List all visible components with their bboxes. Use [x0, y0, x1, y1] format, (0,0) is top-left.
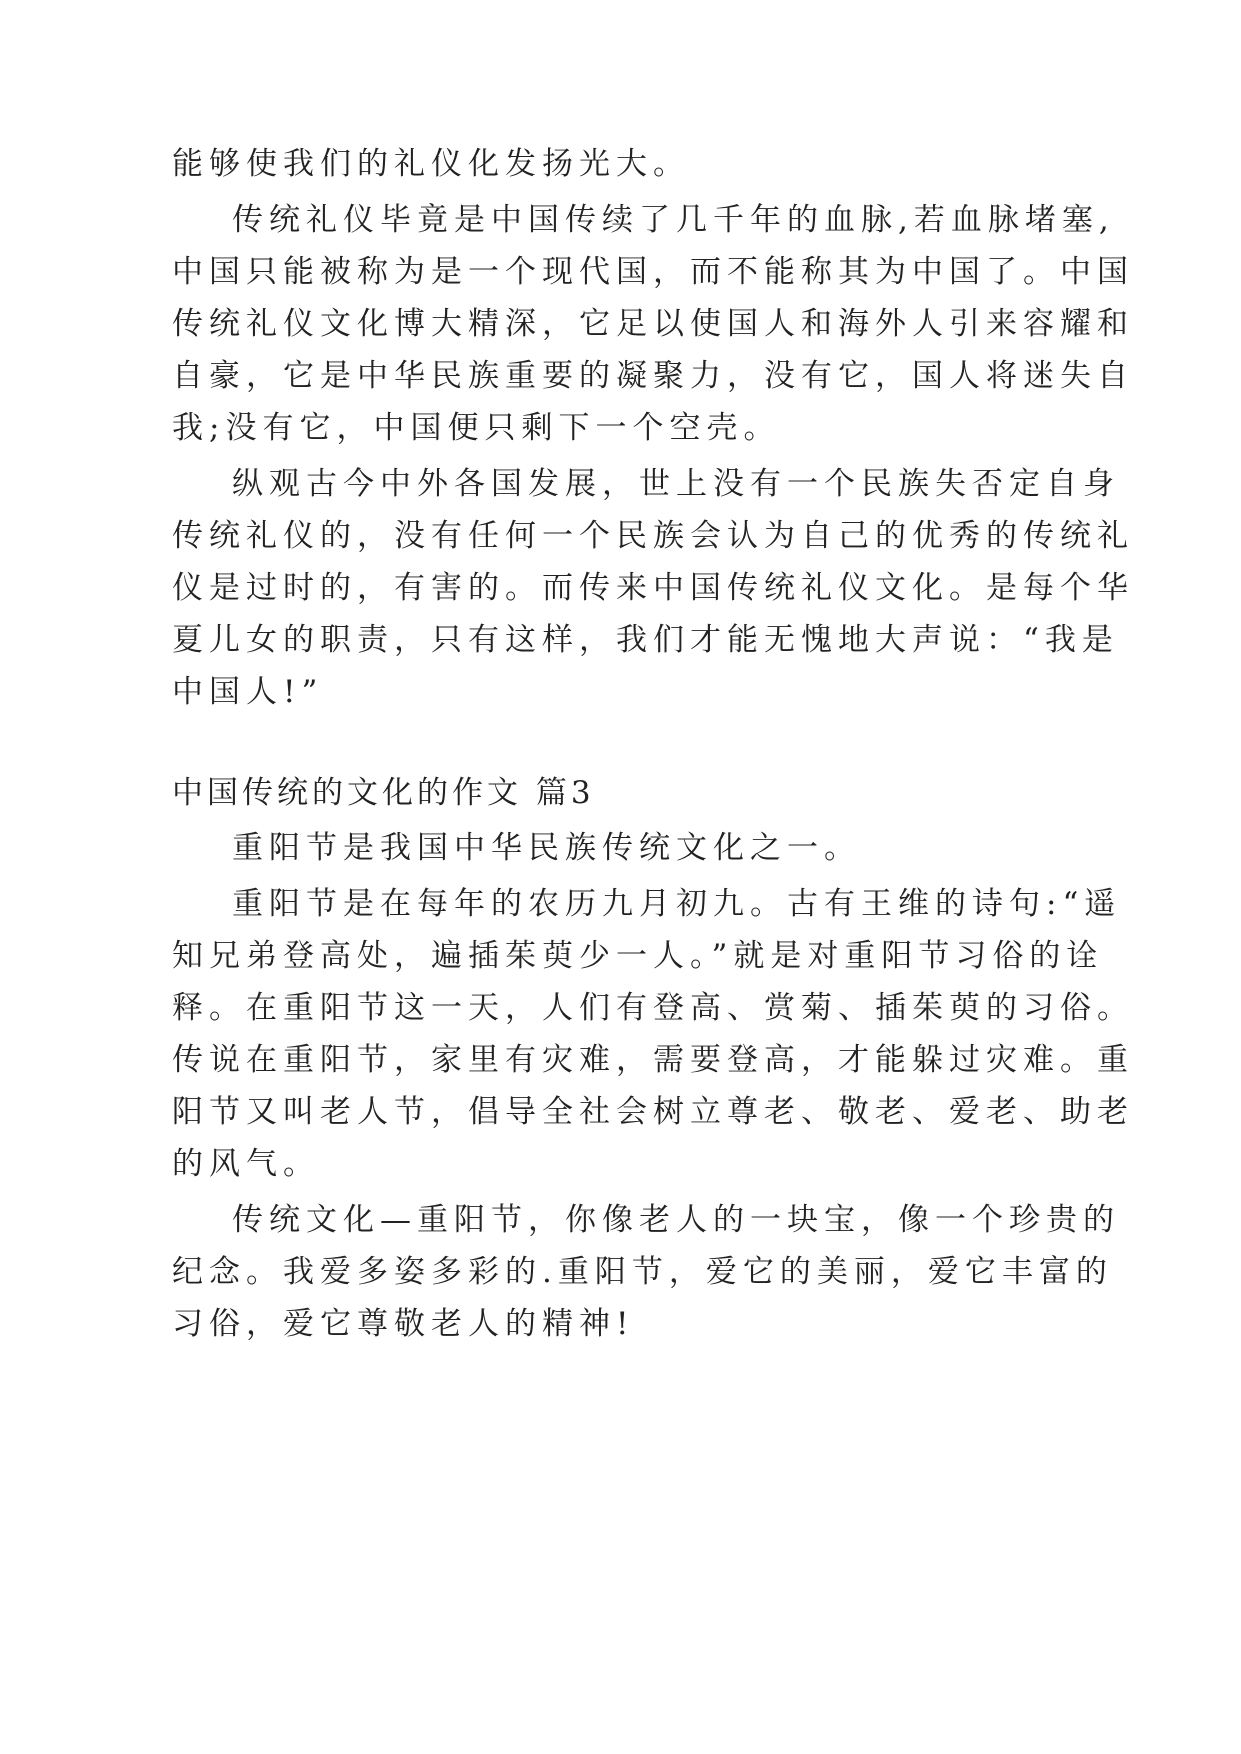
paragraph-1-line-5: 我;没有它，中国便只剩下一个空壳。: [172, 410, 781, 446]
paragraph-4-line-2: 知兄弟登高处，遍插茱萸少一人。”就是对重阳节习俗的诠: [172, 938, 1104, 974]
paragraph-1-line-1: 传统礼仪毕竟是中国传续了几千年的血脉,若血脉堵塞,: [232, 202, 1115, 238]
paragraph-2-line-2: 传统礼仪的，没有任何一个民族会认为自己的优秀的传统礼: [172, 518, 1134, 554]
paragraph-1-line-3: 传统礼仪文化博大精深，它足以使国人和海外人引来容耀和: [172, 306, 1134, 342]
paragraph-4-line-3: 释。在重阳节这一天，人们有登高、赏菊、插茱萸的习俗。: [172, 990, 1134, 1026]
paragraph-4-line-1: 重阳节是在每年的农历九月初九。古有王维的诗句:“遥: [232, 886, 1122, 922]
paragraph-2-line-5: 中国人!”: [172, 674, 324, 710]
paragraph-2-line-3: 仪是过时的，有害的。而传来中国传统礼仪文化。是每个华: [172, 570, 1134, 606]
paragraph-4-line-6: 的风气。: [172, 1146, 320, 1182]
section-heading: 中国传统的文化的作文 篇3: [172, 775, 595, 811]
paragraph-5-line-1: 传统文化—重阳节，你像老人的一块宝，像一个珍贵的: [232, 1202, 1120, 1238]
paragraph-1-line-4: 自豪，它是中华民族重要的凝聚力，没有它，国人将迷失自: [172, 358, 1134, 394]
paragraph-2-line-4: 夏儿女的职责，只有这样，我们才能无愧地大声说：“我是: [172, 622, 1119, 658]
paragraph-5-line-3: 习俗，爱它尊敬老人的精神!: [172, 1306, 635, 1342]
paragraph-3-line-1: 重阳节是我国中华民族传统文化之一。: [232, 830, 861, 866]
paragraph-1-line-2: 中国只能被称为是一个现代国，而不能称其为中国了。中国: [172, 254, 1134, 290]
paragraph-4-line-5: 阳节又叫老人节，倡导全社会树立尊老、敬老、爱老、助老: [172, 1094, 1134, 1130]
paragraph-5-line-2: 纪念。我爱多姿多彩的.重阳节，爱它的美丽，爱它丰富的: [172, 1254, 1113, 1290]
continuation-line-1: 能够使我们的礼仪化发扬光大。: [172, 146, 690, 182]
paragraph-4-line-4: 传说在重阳节，家里有灾难，需要登高，才能躲过灾难。重: [172, 1042, 1134, 1078]
paragraph-2-line-1: 纵观古今中外各国发展，世上没有一个民族失否定自身: [232, 466, 1120, 502]
